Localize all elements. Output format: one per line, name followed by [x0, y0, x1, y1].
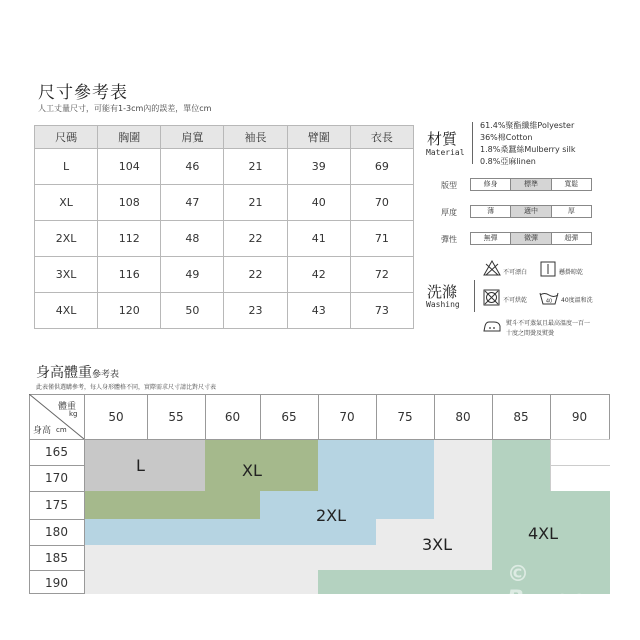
height-label: 170	[45, 471, 68, 485]
elasticity-option: 無彈	[471, 233, 511, 244]
corner-height-unit: cm	[56, 426, 67, 434]
table-cell: 22	[224, 257, 287, 293]
fit-option: 寬鬆	[564, 180, 579, 188]
no-tumble-dry-icon	[483, 289, 500, 306]
height-label: 165	[45, 445, 68, 459]
fit-option: 修身	[471, 179, 511, 190]
corner-weight-unit: kg	[69, 410, 78, 418]
grid-header-bottom	[550, 439, 610, 440]
height-label: 185	[45, 551, 68, 565]
size-table	[34, 125, 414, 329]
table-cell: 108	[98, 185, 161, 221]
weight-header: 55	[168, 410, 184, 424]
weight-header: 50	[108, 410, 124, 424]
table-row	[35, 221, 414, 257]
grid-height-col-divider	[84, 394, 85, 594]
size-chart-subtitle: 人工丈量尺寸，可能有1-3cm內的誤差，單位cm	[38, 104, 212, 113]
elasticity-label: 彈性	[441, 235, 457, 244]
zone-3XL-block	[84, 570, 318, 594]
no-bleach-text: 不可漂白	[503, 269, 528, 276]
washing-label: 洗滌	[427, 283, 458, 301]
table-cell: 49	[161, 257, 224, 293]
grid-row-divider	[29, 545, 84, 546]
zone-4XL-block	[318, 570, 492, 594]
zone-label-3XL: 3XL	[422, 535, 453, 554]
table-cell: 48	[161, 221, 224, 257]
material-line: 36%棉Cotton	[480, 133, 533, 142]
grid-border-top	[29, 394, 610, 395]
table-cell: 46	[161, 149, 224, 185]
hang-dry-text: 懸掛晾乾	[559, 269, 584, 276]
table-cell: 21	[224, 149, 287, 185]
zone-label-4XL: 4XL	[528, 524, 559, 543]
thickness-label: 厚度	[441, 208, 457, 217]
corner-height-label: 身高	[33, 426, 52, 436]
table-cell: 72	[350, 257, 413, 293]
size-chart-title: 尺寸參考表	[38, 83, 128, 103]
material-line: 0.8%亞麻linen	[480, 157, 536, 166]
size-table-header-row	[35, 126, 414, 149]
table-cell: 50	[161, 293, 224, 329]
body-chart-title-small: 參考表	[92, 370, 120, 380]
fit-option-selected: 標準	[511, 179, 551, 190]
no-bleach-icon	[483, 260, 501, 276]
weight-header: 90	[571, 410, 588, 424]
grid-row-divider	[29, 519, 84, 520]
iron-icon	[482, 319, 502, 333]
thickness-scale	[470, 205, 592, 218]
table-cell: 70	[350, 185, 413, 221]
washing-label-en: Washing	[426, 300, 460, 309]
table-cell: 42	[287, 257, 350, 293]
table-row	[35, 257, 414, 293]
table-cell: 22	[224, 221, 287, 257]
material-divider	[472, 122, 473, 164]
weight-header: 60	[224, 410, 241, 424]
table-row	[35, 293, 414, 329]
watermark-logo: © Buuqo	[507, 562, 586, 612]
table-cell: 21	[224, 185, 287, 221]
grid-row-divider	[29, 465, 84, 466]
elasticity-option-selected: 微彈	[511, 233, 551, 244]
material-label-en: Material	[426, 148, 465, 157]
material-line: 61.4%聚酯纖維Polyester	[480, 121, 575, 130]
zone-label-XL: XL	[242, 461, 262, 480]
table-row	[35, 185, 414, 221]
table-cell: 73	[350, 293, 413, 329]
table-cell: 39	[287, 149, 350, 185]
iron-text-line1: 熨斗不可蒸氣且最高溫度一百一	[506, 320, 591, 327]
header-cell: 胸圍	[98, 126, 161, 149]
elasticity-scale	[470, 232, 592, 245]
grid-col-divider	[550, 439, 551, 491]
header-cell: 肩寬	[161, 126, 224, 149]
wash-40-text: 40度溫和洗	[561, 297, 593, 304]
grid-row-divider	[29, 570, 84, 571]
zone-XL-block	[84, 491, 260, 519]
thickness-option: 厚	[567, 207, 575, 215]
iron-text-line2: 十度之間燙及熨燙	[506, 330, 555, 337]
grid-border-bottom	[29, 593, 84, 594]
table-cell: 112	[98, 221, 161, 257]
table-cell: 23	[224, 293, 287, 329]
body-chart-title	[36, 362, 119, 382]
header-cell: 尺碼	[35, 126, 98, 149]
table-cell: 69	[350, 149, 413, 185]
body-chart-subtitle: 此表僅供選購參考，每人身形體格不同，實際需求尺寸請比對尺寸表	[36, 384, 217, 391]
thickness-option: 薄	[471, 206, 511, 217]
weight-header: 85	[513, 410, 529, 424]
body-chart-title-main: 身高體重	[36, 365, 92, 381]
wash-40-icon	[539, 291, 559, 305]
header-cell: 袖長	[224, 126, 287, 149]
fit-scale	[470, 178, 592, 191]
table-cell: 41	[287, 221, 350, 257]
corner-weight-label: 體重	[58, 402, 77, 412]
wash-40-number: 40	[545, 298, 553, 305]
height-label: 190	[45, 576, 68, 590]
zone-3XL-block	[434, 439, 492, 519]
table-cell: 2XL	[35, 221, 98, 257]
table-cell: 116	[98, 257, 161, 293]
thickness-option-selected: 適中	[511, 206, 551, 217]
table-cell: 104	[98, 149, 161, 185]
table-cell: 71	[350, 221, 413, 257]
hang-dry-icon	[540, 261, 556, 277]
body-chart	[29, 394, 610, 612]
table-cell: 40	[287, 185, 350, 221]
table-cell: 47	[161, 185, 224, 221]
grid-row-divider	[550, 465, 610, 466]
height-label: 180	[45, 525, 68, 539]
material-line: 1.8%桑蠶絲Mulberry silk	[480, 145, 576, 154]
header-cell: 臂圍	[287, 126, 350, 149]
zone-2XL-block	[318, 439, 434, 491]
table-cell: 3XL	[35, 257, 98, 293]
fit-label: 版型	[441, 181, 457, 190]
grid-header-bottom	[29, 439, 550, 440]
weight-header: 70	[339, 410, 355, 424]
elasticity-option: 超彈	[564, 234, 579, 242]
header-cell: 衣長	[350, 126, 413, 149]
material-label: 材質	[427, 130, 458, 148]
zone-2XL-block	[260, 491, 434, 519]
table-cell: 43	[287, 293, 350, 329]
zone-label-2XL: 2XL	[316, 506, 347, 525]
weight-header: 80	[455, 410, 471, 424]
no-tumble-dry-text: 不可烘乾	[503, 297, 528, 304]
table-cell: 4XL	[35, 293, 98, 329]
washing-divider	[474, 280, 475, 312]
grid-col-divider	[609, 394, 610, 439]
zone-label-L: L	[136, 456, 145, 475]
table-row	[35, 149, 414, 185]
height-label: 175	[45, 498, 68, 512]
grid-row-divider	[29, 491, 84, 492]
weight-header: 75	[397, 410, 413, 424]
table-cell: 120	[98, 293, 161, 329]
table-cell: L	[35, 149, 98, 185]
weight-header: 65	[281, 410, 297, 424]
table-cell: XL	[35, 185, 98, 221]
